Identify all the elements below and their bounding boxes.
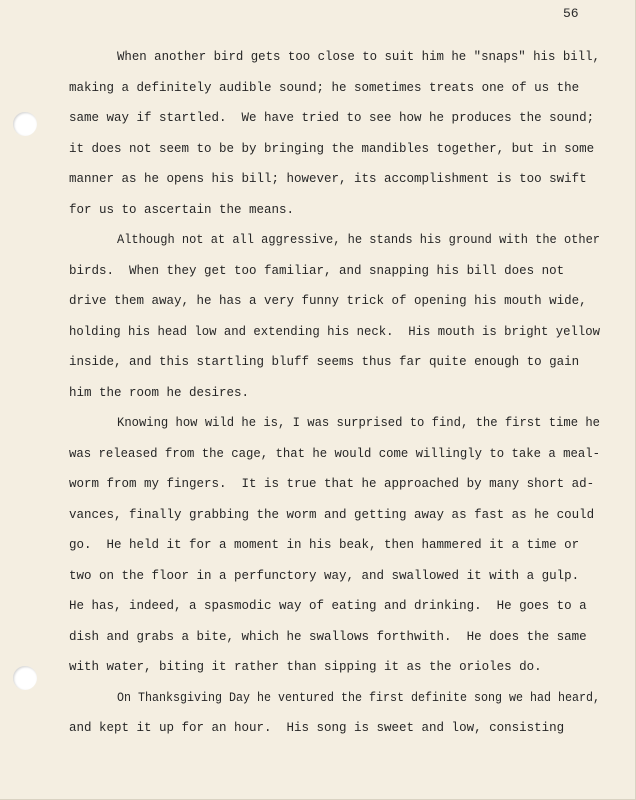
text-line: same way if startled. We have tried to see how he produces the sound; bbox=[69, 111, 595, 125]
text-line: worm from my fingers. It is true that he approached by many short ad- bbox=[69, 477, 595, 491]
text-line: holding his head low and extending his neck. His mouth is bright yellow bbox=[69, 324, 600, 339]
text-line: go. He held it for a moment in his beak, then hammered it a time or bbox=[69, 538, 580, 552]
page-number: 56 bbox=[563, 6, 579, 21]
text-line: and kept it up for an hour. His song is sweet and low, consisting bbox=[69, 721, 565, 735]
text-line: inside, and this startling bluff seems thus far quite enough to gain bbox=[69, 355, 580, 369]
text-line: birds. When they get too familiar, and snapping his bill does not bbox=[69, 263, 565, 278]
text-line: When another bird gets too close to suit him he "snaps" his bill, bbox=[117, 50, 600, 64]
text-line: making a definitely audible sound; he sometimes treats one of us the bbox=[69, 80, 580, 95]
text-line: with water, biting it rather than sipping it as the orioles do. bbox=[69, 660, 542, 674]
text-line: On Thanksgiving Day he ventured the first definite song we had heard, bbox=[117, 690, 600, 705]
text-line: He has, indeed, a spasmodic way of eating and drinking. He goes to a bbox=[69, 599, 587, 613]
text-line: was released from the cage, that he would come willingly to take a meal- bbox=[69, 446, 600, 461]
text-line: for us to ascertain the means. bbox=[69, 202, 295, 217]
text-line: dish and grabs a bite, which he swallows forthwith. He does the same bbox=[69, 629, 587, 644]
text-line: Although not at all aggressive, he stands his ground with the other bbox=[117, 233, 600, 247]
text-line: him the room he desires. bbox=[69, 385, 250, 400]
text-line: two on the floor in a perfunctory way, and swallowed it with a gulp. bbox=[69, 568, 580, 583]
text-line: Knowing how wild he is, I was surprised to find, the first time he bbox=[117, 416, 600, 430]
text-line: vances, finally grabbing the worm and getting away as fast as he could bbox=[69, 507, 595, 522]
text-line: manner as he opens his bill; however, its accomplishment is too swift bbox=[69, 172, 587, 186]
text-line: it does not seem to be by bringing the mandibles together, but in some bbox=[69, 141, 595, 156]
body-text bbox=[0, 42, 636, 744]
text-line: drive them away, he has a very funny trick of opening his mouth wide, bbox=[69, 294, 587, 308]
